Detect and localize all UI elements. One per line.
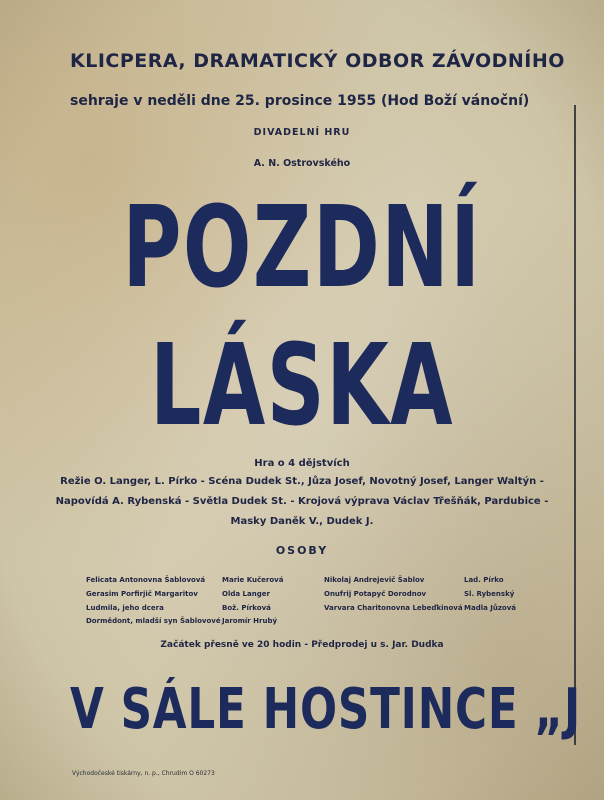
cast-role: Varvara Charitonovna Lebeďkinová [324, 604, 463, 612]
credit-line: Napovídá A. Rybenská - Světla Dudek St. - Krojová výprava Václav Třešňák, Pardubice - [55, 496, 549, 507]
cast-actor: Jaromír Hrubý [222, 617, 278, 625]
cast-role: Nikolaj Andrejevič Šablov [324, 576, 425, 584]
cast-actor: Bož. Pírková [222, 604, 271, 612]
genre-label: DIVADELNÍ HRU [253, 127, 351, 138]
cast-actor: Lad. Pírko [464, 576, 504, 584]
cast-actor: Olda Langer [222, 590, 270, 598]
credit-line: Masky Daněk V., Dudek J. [230, 516, 374, 527]
start-time-line: Začátek přesně ve 20 hodin - Předprodej u s. Jar. Dudka [160, 640, 444, 650]
persons-heading: OSOBY [275, 544, 329, 557]
play-subtitle: Hra o 4 dějstvích [254, 458, 350, 469]
date-line: sehraje v neděli dne 25. prosince 1955 (Hod Boží vánoční) [70, 93, 530, 109]
play-title-line-1: POZDNÍ [122, 183, 482, 313]
printer-imprint: Východočeské tiskárny, n. p., Chrudim O 60273 [72, 770, 215, 777]
cast-role: Onufrij Potapyč Dorodnov [324, 590, 427, 598]
cast-role: Gerasim Porfirjič Margaritov [86, 590, 198, 598]
credit-line: Režie O. Langer, L. Pírko - Scéna Dudek St., Jůza Josef, Novotný Josef, Langer Waltýn - [60, 476, 544, 487]
cast-actor: Marie Kučerová [222, 576, 284, 584]
cast-role: Ludmila, jeho dcera [86, 604, 164, 612]
organizer-heading: KLICPERA, DRAMATICKÝ ODBOR ZÁVODNÍHO [70, 50, 565, 72]
cast-role: Dormědont, mladší syn Šablovové [86, 617, 221, 625]
cast-role: Felicata Antonovna Šablovová [86, 576, 206, 584]
venue-heading: V SÁLE HOSTINCE „J [70, 677, 582, 742]
cast-actor: Sl. Rybenský [464, 590, 515, 598]
author-label: A. N. Ostrovského [253, 158, 351, 169]
cast-actor: Madla Jůzová [464, 604, 517, 612]
play-title-line-2: LÁSKA [150, 321, 454, 451]
